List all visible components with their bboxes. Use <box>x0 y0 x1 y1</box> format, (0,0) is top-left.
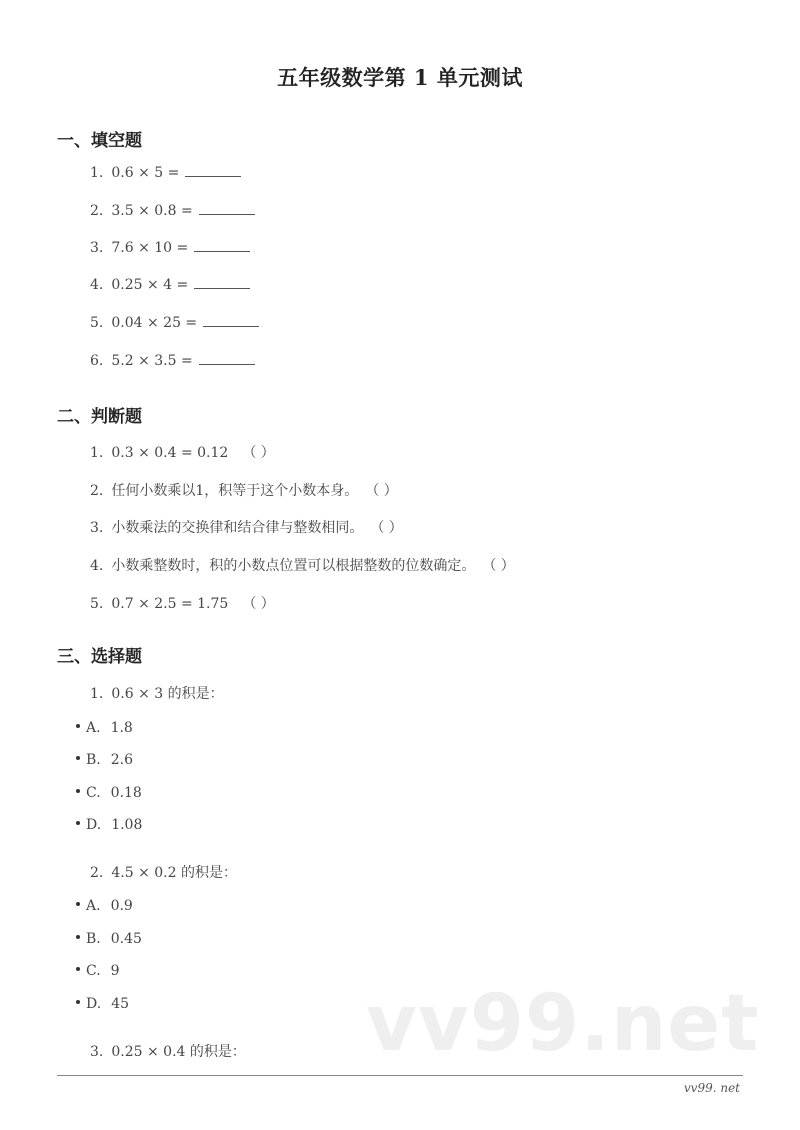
answer-parentheses[interactable]: （ ） <box>242 596 275 612</box>
fill-question-5 <box>90 315 259 331</box>
answer-blank[interactable] <box>194 250 250 252</box>
option-letter: C. <box>86 963 101 979</box>
answer-blank[interactable] <box>199 213 255 215</box>
question-number: 5. <box>90 315 104 331</box>
option-value: 0.18 <box>110 785 142 801</box>
question-text: 5.2 × 3.5 = <box>111 353 193 369</box>
question-number: 3. <box>90 240 104 256</box>
question-text: 任何小数乘以1，积等于这个小数本身。 <box>111 483 359 499</box>
footer-site-label: vv99. net <box>683 1081 740 1095</box>
judge-question-1 <box>90 442 275 462</box>
question-text: 0.25 × 4 = <box>111 277 189 293</box>
question-text: 0.25 × 0.4 的积是： <box>111 1044 246 1060</box>
question-number: 4. <box>90 558 104 574</box>
footer-divider <box>57 1075 743 1076</box>
question-text: 3.5 × 0.8 = <box>111 203 193 219</box>
answer-blank[interactable] <box>185 175 241 177</box>
question-text: 7.6 × 10 = <box>111 240 189 256</box>
judge-question-3 <box>90 517 403 537</box>
option-value: 9 <box>110 963 120 979</box>
section-heading-judge: 二、判断题 <box>57 407 142 427</box>
question-text: 小数乘法的交换律和结合律与整数相同。 <box>111 520 364 536</box>
answer-blank[interactable] <box>199 363 255 365</box>
option-value: 45 <box>111 996 130 1012</box>
bullet-icon <box>76 1000 80 1004</box>
question-text: 0.6 × 3 的积是： <box>111 686 224 702</box>
judge-question-2 <box>90 480 398 500</box>
option-letter: D. <box>86 996 102 1012</box>
judge-question-5 <box>90 593 275 613</box>
choice-question-3 <box>90 1041 246 1061</box>
question-number: 4. <box>90 277 104 293</box>
choice-option[interactable] <box>76 817 142 833</box>
choice-option[interactable] <box>76 963 120 979</box>
option-letter: B. <box>86 931 101 947</box>
option-value: 0.9 <box>110 898 133 914</box>
question-text: 4.5 × 0.2 的积是： <box>111 865 237 881</box>
option-letter: D. <box>86 817 102 833</box>
bullet-icon <box>76 935 80 939</box>
question-number: 1. <box>90 445 104 461</box>
answer-blank[interactable] <box>203 325 259 327</box>
watermark: vv99.net <box>366 979 760 1069</box>
option-value: 0.45 <box>110 931 142 947</box>
option-value: 1.08 <box>111 817 143 833</box>
question-number: 2. <box>90 865 104 881</box>
bullet-icon <box>76 756 80 760</box>
choice-option[interactable] <box>76 720 133 736</box>
question-text: 0.04 × 25 = <box>111 315 198 331</box>
fill-question-2 <box>90 203 255 219</box>
question-number: 1. <box>90 686 104 702</box>
question-text: 小数乘整数时，积的小数点位置可以根据整数的位数确定。 <box>111 558 476 574</box>
choice-question-2 <box>90 862 237 882</box>
question-number: 3. <box>90 1044 104 1060</box>
option-letter: C. <box>86 785 101 801</box>
choice-option[interactable] <box>76 785 142 801</box>
bullet-icon <box>76 821 80 825</box>
choice-option[interactable] <box>76 996 129 1012</box>
question-text: 0.6 × 5 = <box>111 165 180 181</box>
option-value: 2.6 <box>110 752 134 768</box>
option-letter: A. <box>86 720 101 736</box>
answer-blank[interactable] <box>194 287 250 289</box>
answer-parentheses[interactable]: （ ） <box>372 483 398 499</box>
fill-question-1 <box>90 165 241 181</box>
option-letter: A. <box>86 898 101 914</box>
question-number: 3. <box>90 520 104 536</box>
bullet-icon <box>76 789 80 793</box>
fill-question-4 <box>90 277 250 293</box>
bullet-icon <box>76 724 80 728</box>
option-value: 1.8 <box>110 720 133 736</box>
judge-question-4 <box>90 555 515 575</box>
section-heading-fill: 一、填空题 <box>57 131 142 151</box>
section-heading-choice: 三、选择题 <box>57 647 142 667</box>
choice-option[interactable] <box>76 898 133 914</box>
question-number: 6. <box>90 353 104 369</box>
question-text: 0.7 × 2.5 = 1.75 <box>111 596 229 612</box>
question-number: 1. <box>90 165 104 181</box>
question-number: 5. <box>90 596 104 612</box>
choice-option[interactable] <box>76 752 133 768</box>
page-title: 五年级数学第 1 单元测试 <box>277 65 523 90</box>
choice-question-1 <box>90 683 224 703</box>
question-text: 0.3 × 0.4 = 0.12 <box>111 445 229 461</box>
answer-parentheses[interactable]: （ ） <box>377 520 403 536</box>
answer-parentheses[interactable]: （ ） <box>242 445 275 461</box>
fill-question-6 <box>90 353 255 369</box>
choice-option[interactable] <box>76 931 142 947</box>
fill-question-3 <box>90 240 250 256</box>
bullet-icon <box>76 902 80 906</box>
option-letter: B. <box>86 752 101 768</box>
question-number: 2. <box>90 483 104 499</box>
question-number: 2. <box>90 203 104 219</box>
answer-parentheses[interactable]: （ ） <box>489 558 515 574</box>
bullet-icon <box>76 967 80 971</box>
